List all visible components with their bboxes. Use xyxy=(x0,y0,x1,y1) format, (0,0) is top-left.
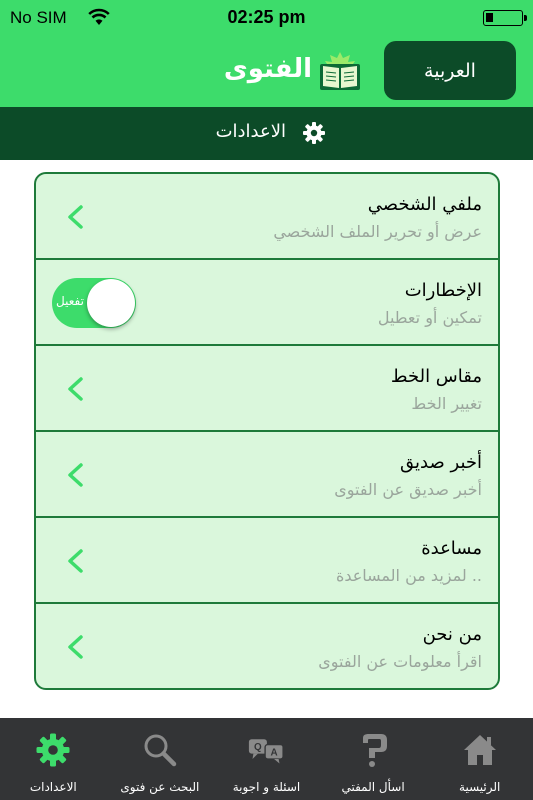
tab-questions-answers[interactable] xyxy=(213,718,320,800)
setting-title: مساعدة xyxy=(421,538,482,559)
book-logo-icon xyxy=(317,50,363,94)
brand-title: الفتوى xyxy=(223,54,312,84)
setting-subtitle: أخبر صديق عن الفتوى xyxy=(334,480,482,499)
tab-home[interactable] xyxy=(426,718,533,800)
ask-mufti-icon xyxy=(355,732,391,768)
tab-label: الاعدادات xyxy=(29,780,77,794)
settings-list xyxy=(34,172,500,690)
status-time: 02:25 pm xyxy=(227,7,306,27)
tab-label: اسأل المفتي xyxy=(341,780,405,794)
notifications-toggle[interactable] xyxy=(52,278,136,328)
app-header xyxy=(0,36,533,107)
tab-label: الرئيسية xyxy=(459,780,501,794)
setting-row-font-size[interactable] xyxy=(36,346,498,432)
chevron-left-icon xyxy=(66,376,84,402)
home-icon xyxy=(462,732,498,768)
setting-row-profile[interactable] xyxy=(36,174,498,260)
tab-label: اسئلة و اجوبة xyxy=(232,780,301,794)
chevron-left-icon xyxy=(66,462,84,488)
setting-row-tell-friend[interactable] xyxy=(36,432,498,518)
carrier-label: No SIM xyxy=(10,8,67,27)
tab-label: البحث عن فتوى xyxy=(120,780,200,794)
setting-subtitle: اقرأ معلومات عن الفتوى xyxy=(318,652,482,671)
toggle-knob xyxy=(87,279,135,327)
toggle-label: تفعيل xyxy=(56,294,84,308)
search-icon xyxy=(142,732,178,768)
setting-subtitle: عرض أو تحرير الملف الشخصي xyxy=(273,222,482,241)
setting-row-notifications xyxy=(36,260,498,346)
gear-icon xyxy=(302,121,326,145)
gear-icon xyxy=(35,732,71,768)
tab-settings[interactable] xyxy=(0,718,107,800)
language-button[interactable]: العربية xyxy=(384,41,516,100)
chevron-left-icon xyxy=(66,204,84,230)
setting-subtitle: تغيير الخط xyxy=(411,394,482,413)
chevron-left-icon xyxy=(66,548,84,574)
setting-subtitle: لمزيد من المساعدة .. xyxy=(335,566,482,585)
battery-icon xyxy=(483,10,523,26)
qa-chat-icon xyxy=(248,732,284,768)
setting-row-help[interactable] xyxy=(36,518,498,604)
setting-title: أخبر صديق xyxy=(400,452,482,473)
page-header xyxy=(0,107,533,160)
setting-title: ملفي الشخصي xyxy=(367,194,482,215)
svg-text:Q: Q xyxy=(254,742,263,753)
setting-row-about[interactable] xyxy=(36,604,498,690)
setting-title: مقاس الخط xyxy=(390,366,482,387)
tab-bar xyxy=(0,718,533,800)
chevron-left-icon xyxy=(66,634,84,660)
svg-text:A: A xyxy=(271,747,279,759)
setting-subtitle: تمكين أو تعطيل xyxy=(377,308,482,327)
setting-title: الإخطارات xyxy=(404,280,482,301)
page-title: الاعدادات xyxy=(215,121,286,142)
setting-title: من نحن xyxy=(422,624,482,645)
tab-ask-mufti[interactable] xyxy=(320,718,427,800)
status-bar xyxy=(0,0,533,36)
tab-search-fatwa[interactable] xyxy=(107,718,214,800)
